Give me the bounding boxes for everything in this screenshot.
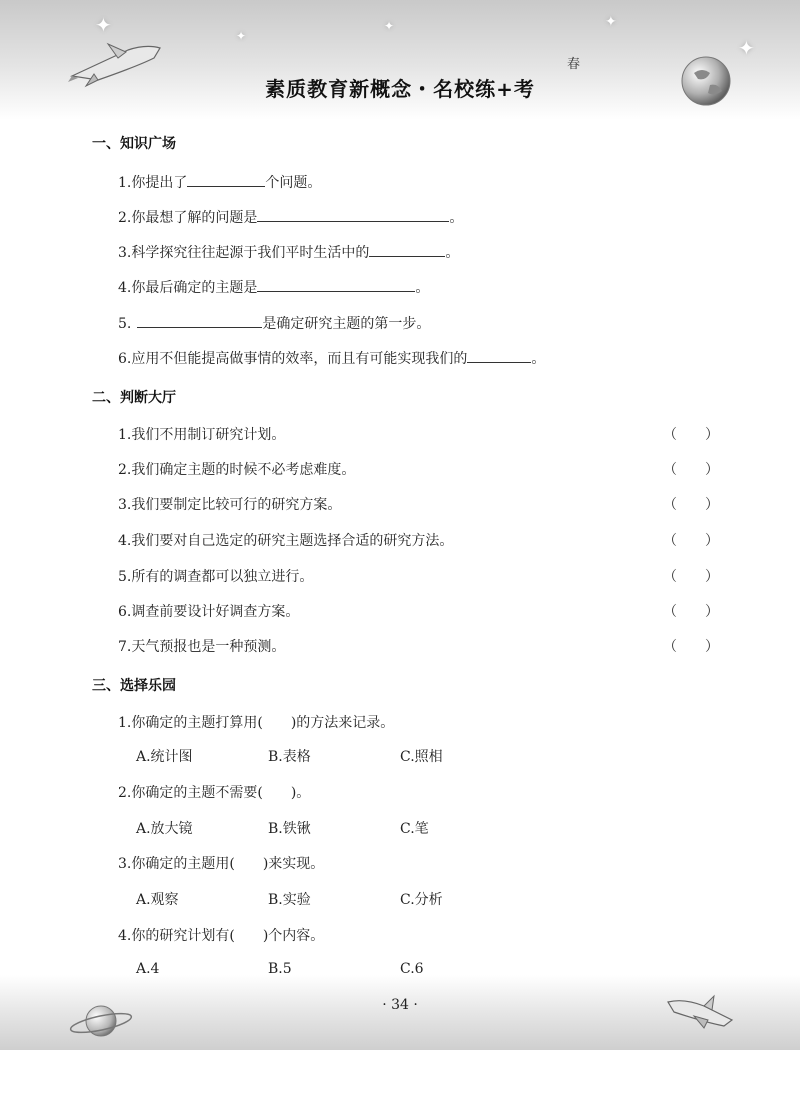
answer-blank[interactable] [257,207,449,222]
answer-blank[interactable] [467,348,531,363]
space-shuttle-icon [664,992,736,1032]
section-title-judgment: 二、判断大厅 [92,390,176,406]
choice-option-b[interactable]: B.实验 [268,892,311,908]
answer-blank[interactable] [369,242,445,257]
section-title-knowledge: 一、知识广场 [92,136,176,152]
sparkle-icon: ✦ [738,36,755,60]
answer-parens[interactable]: （ ） [663,569,719,585]
choice-option-c[interactable]: C.6 [400,961,424,977]
choice-question: 2.你确定的主题不需要( )。 [118,785,311,801]
choice-option-a[interactable]: A.4 [136,961,160,977]
choice-option-c[interactable]: C.照相 [400,749,443,765]
choice-option-b[interactable]: B.5 [268,961,292,977]
judgment-item: 7.天气预报也是一种预测。 [118,639,286,655]
fill-question: 3.科学探究往往起源于我们平时生活中的 。 [118,242,459,262]
judgment-item: 1.我们不用制订研究计划。 [118,427,286,443]
answer-parens[interactable]: （ ） [663,604,719,620]
fill-question: 5. 是确定研究主题的第一步。 [118,313,430,333]
judgment-item: 2.我们确定主题的时候不必考虑难度。 [118,462,356,478]
sparkle-icon: ✦ [236,29,247,43]
fill-question: 6.应用不但能提高做事情的效率，而且有可能实现我们的 。 [118,348,545,368]
choice-question: 1.你确定的主题打算用( )的方法来记录。 [118,715,395,731]
judgment-item: 6.调查前要设计好调查方案。 [118,604,300,620]
sparkle-icon: ✦ [95,13,112,37]
judgment-item: 4.我们要对自己选定的研究主题选择合适的研究方法。 [118,533,454,549]
judgment-item: 3.我们要制定比较可行的研究方案。 [118,497,342,513]
choice-option-a[interactable]: A.放大镜 [136,821,193,837]
fill-question: 2.你最想了解的问题是 。 [118,207,463,227]
answer-blank[interactable] [187,172,265,187]
answer-parens[interactable]: （ ） [663,639,719,655]
choice-option-a[interactable]: A.观察 [136,892,179,908]
choice-option-b[interactable]: B.铁锹 [268,821,311,837]
choice-option-b[interactable]: B.表格 [268,749,311,765]
season-label: 春 [567,57,581,72]
sparkle-icon: ✦ [605,14,617,30]
choice-question: 3.你确定的主题用( )来实现。 [118,856,325,872]
answer-blank[interactable] [137,313,262,328]
fill-question: 1.你提出了 个问题。 [118,172,321,192]
choice-question: 4.你的研究计划有( )个内容。 [118,928,325,944]
sparkle-icon: ✦ [384,19,395,33]
answer-parens[interactable]: （ ） [663,497,719,513]
fill-question: 4.你最后确定的主题是 。 [118,277,429,297]
choice-option-c[interactable]: C.笔 [400,821,429,837]
answer-blank[interactable] [257,277,415,292]
answer-parens[interactable]: （ ） [663,533,719,549]
page-number: · 34 · [382,997,418,1013]
page-header-title: 素质教育新概念・名校练+考 [265,77,535,101]
judgment-item: 5.所有的调查都可以独立进行。 [118,569,314,585]
section-title-choice: 三、选择乐园 [92,678,176,694]
answer-parens[interactable]: （ ） [663,427,719,443]
answer-parens[interactable]: （ ） [663,462,719,478]
choice-option-c[interactable]: C.分析 [400,892,443,908]
choice-option-a[interactable]: A.统计图 [136,749,193,765]
